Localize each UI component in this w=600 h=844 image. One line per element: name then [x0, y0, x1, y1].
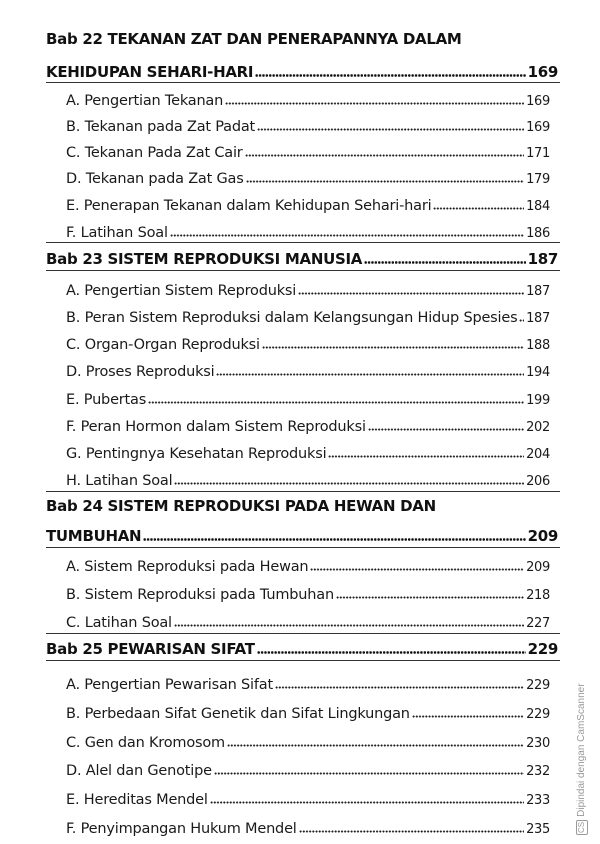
- chapter-25-title: Bab 25 PEWARISAN SIFAT: [46, 640, 255, 658]
- toc-entry[interactable]: [66, 413, 550, 435]
- divider: [46, 82, 560, 83]
- dot-leader: [174, 624, 524, 627]
- entry-page: 169: [526, 94, 550, 109]
- toc-entry[interactable]: [66, 331, 550, 353]
- toc-entry[interactable]: [66, 277, 550, 299]
- entry-page: 179: [526, 172, 550, 187]
- dot-leader: [433, 207, 524, 210]
- chapter-22-title: Bab 22 TEKANAN ZAT DAN PENERAPANNYA DALAM: [46, 30, 462, 48]
- divider: [46, 660, 560, 661]
- entry-page: 232: [526, 764, 550, 779]
- entry-page: 188: [526, 338, 550, 353]
- dot-leader: [328, 455, 524, 458]
- dot-leader: [364, 261, 526, 264]
- camscanner-watermark: [576, 683, 588, 835]
- toc-entry[interactable]: [66, 87, 550, 109]
- entry-label: A. Pengertian Tekanan: [66, 93, 224, 109]
- entry-page: 233: [526, 793, 550, 808]
- divider: [46, 242, 560, 243]
- entry-page: 229: [526, 707, 550, 722]
- entry-label: G. Pentingnya Kesehatan Reproduksi: [66, 446, 327, 462]
- entry-label: B. Perbedaan Sifat Genetik dan Sifat Lingkungan: [66, 706, 410, 722]
- dot-leader: [275, 686, 524, 689]
- toc-entry[interactable]: [66, 700, 550, 722]
- dot-leader: [310, 568, 524, 571]
- chapter-22-title-line1[interactable]: [46, 30, 558, 48]
- dot-leader: [225, 102, 524, 105]
- entry-label: E. Penerapan Tekanan dalam Kehidupan Sehari-hari: [66, 198, 432, 214]
- entry-page: 227: [526, 616, 550, 631]
- toc-entry[interactable]: [66, 192, 550, 214]
- dot-leader: [143, 538, 525, 541]
- chapter-24-title: Bab 24 SISTEM REPRODUKSI PADA HEWAN DAN: [46, 497, 436, 515]
- dot-leader: [174, 482, 524, 485]
- dot-leader: [368, 428, 524, 431]
- entry-page: 171: [526, 146, 550, 161]
- divider: [46, 270, 560, 271]
- entry-label: C. Gen dan Kromosom: [66, 735, 225, 751]
- entry-label: A. Sistem Reproduksi pada Hewan: [66, 559, 309, 575]
- entry-label: D. Alel dan Genotipe: [66, 763, 212, 779]
- entry-page: 218: [526, 588, 550, 603]
- dot-leader: [298, 292, 524, 295]
- entry-label: C. Tekanan Pada Zat Cair: [66, 145, 243, 161]
- entry-label: F. Peran Hormon dalam Sistem Reproduksi: [66, 419, 366, 435]
- dot-leader: [227, 744, 524, 747]
- entry-label: C. Organ-Organ Reproduksi: [66, 337, 260, 353]
- entry-page: 229: [526, 678, 550, 693]
- dot-leader: [148, 401, 524, 404]
- entry-page: 186: [526, 226, 550, 241]
- dot-leader: [246, 180, 525, 183]
- toc-entry[interactable]: [66, 467, 550, 489]
- toc-entry[interactable]: [66, 757, 550, 779]
- entry-label: C. Latihan Soal: [66, 615, 172, 631]
- divider: [46, 633, 560, 634]
- entry-label: B. Peran Sistem Reproduksi dalam Kelangsungan Hidup Spesies: [66, 310, 518, 326]
- entry-label: B. Tekanan pada Zat Padat: [66, 119, 256, 135]
- chapter-25-heading[interactable]: [46, 636, 558, 658]
- chapter-23-title: Bab 23 SISTEM REPRODUKSI MANUSIA: [46, 250, 363, 268]
- entry-label: E. Pubertas: [66, 392, 147, 408]
- entry-page: 199: [526, 393, 550, 408]
- entry-label: E. Hereditas Mendel: [66, 792, 208, 808]
- toc-entry[interactable]: [66, 786, 550, 808]
- dot-leader: [336, 596, 524, 599]
- entry-label: A. Pengertian Sistem Reproduksi: [66, 283, 297, 299]
- chapter-24-page: 209: [527, 527, 558, 545]
- entry-page: 230: [526, 736, 550, 751]
- dot-leader: [255, 74, 525, 77]
- divider: [46, 491, 560, 492]
- divider: [46, 547, 560, 548]
- entry-label: D. Tekanan pada Zat Gas: [66, 171, 244, 187]
- chapter-24-title-line1[interactable]: [46, 497, 558, 515]
- chapter-25-page: 229: [527, 640, 558, 658]
- toc-entry[interactable]: [66, 386, 550, 408]
- dot-leader: [262, 346, 524, 349]
- dot-leader: [519, 319, 524, 322]
- dot-leader: [216, 373, 524, 376]
- entry-page: 184: [526, 199, 550, 214]
- entry-label: F. Latihan Soal: [66, 225, 168, 241]
- dot-leader: [170, 234, 524, 237]
- dot-leader: [299, 830, 524, 833]
- entry-label: F. Penyimpangan Hukum Mendel: [66, 821, 297, 837]
- dot-leader: [412, 715, 524, 718]
- chapter-22-heading[interactable]: [46, 59, 558, 81]
- entry-label: B. Sistem Reproduksi pada Tumbuhan: [66, 587, 334, 603]
- toc-entry[interactable]: [66, 581, 550, 603]
- entry-page: 202: [526, 420, 550, 435]
- dot-leader: [210, 801, 524, 804]
- camscanner-logo-icon: CS: [577, 821, 586, 833]
- toc-entry[interactable]: [66, 440, 550, 462]
- entry-page: 187: [526, 284, 550, 299]
- entry-label: H. Latihan Soal: [66, 473, 173, 489]
- entry-page: 194: [526, 365, 550, 380]
- chapter-22-title-cont: KEHIDUPAN SEHARI-HARI: [46, 63, 254, 81]
- entry-page: 209: [526, 560, 550, 575]
- chapter-24-title-cont: TUMBUHAN: [46, 527, 142, 545]
- chapter-22-page: 169: [527, 63, 558, 81]
- entry-page: 169: [526, 120, 550, 135]
- toc-entry[interactable]: [66, 219, 550, 241]
- entry-label: A. Pengertian Pewarisan Sifat: [66, 677, 273, 693]
- toc-entry[interactable]: [66, 729, 550, 751]
- dot-leader: [257, 128, 524, 131]
- toc-entry[interactable]: [66, 609, 550, 631]
- entry-page: 235: [526, 822, 550, 837]
- dot-leader: [257, 651, 526, 654]
- entry-page: 206: [526, 474, 550, 489]
- chapter-24-heading[interactable]: [46, 523, 558, 545]
- dot-leader: [214, 772, 524, 775]
- dot-leader: [245, 154, 525, 157]
- toc-entry[interactable]: [66, 113, 550, 135]
- toc-entry[interactable]: [66, 553, 550, 575]
- toc-entry[interactable]: [66, 304, 550, 326]
- entry-label: D. Proses Reproduksi: [66, 364, 215, 380]
- toc-entry[interactable]: [66, 165, 550, 187]
- chapter-23-heading[interactable]: [46, 246, 558, 268]
- entry-page: 204: [526, 447, 550, 462]
- toc-entry[interactable]: [66, 671, 550, 693]
- toc-entry[interactable]: [66, 139, 550, 161]
- toc-entry[interactable]: [66, 358, 550, 380]
- entry-page: 187: [526, 311, 550, 326]
- toc-entry[interactable]: [66, 815, 550, 837]
- chapter-23-page: 187: [527, 250, 558, 268]
- watermark-text: Dipindai dengan CamScanner: [576, 683, 587, 817]
